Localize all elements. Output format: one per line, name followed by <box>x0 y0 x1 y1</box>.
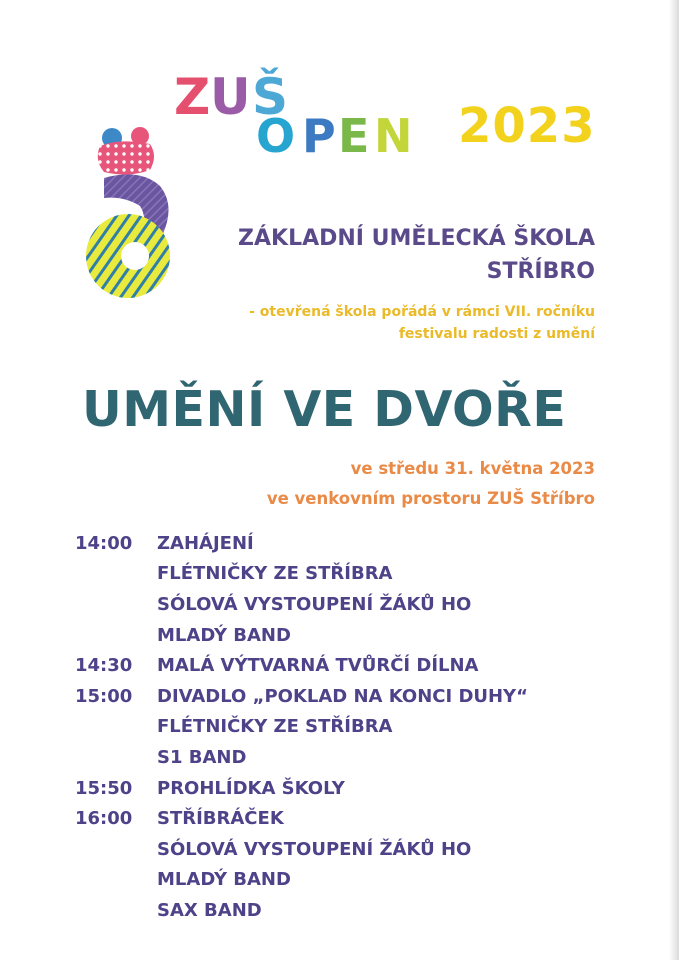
logo-letter-u: U <box>210 68 251 126</box>
school-subtitle <box>249 301 595 345</box>
school-name-line1: ZÁKLADNÍ UMĚLECKÁ ŠKOLA <box>238 226 595 251</box>
event-title: UMĚNÍ VE DVOŘE <box>82 381 567 438</box>
program-item: SAX BAND <box>157 899 262 921</box>
program-row <box>75 589 528 620</box>
program-time: 14:30 <box>75 655 133 677</box>
program-row <box>75 681 528 712</box>
logo-letter-e: E <box>338 109 370 162</box>
program-item: MLADÝ BAND <box>157 869 291 891</box>
program-item: SÓLOVÁ VYSTOUPENÍ ŽÁKŮ HO <box>157 838 472 860</box>
program-row <box>75 559 528 590</box>
school-subtitle-line1: - otevřená škola pořádá v rámci VII. ročníku <box>249 304 595 320</box>
program-time: 14:00 <box>75 532 133 554</box>
program-time: 15:00 <box>75 685 133 707</box>
page-edge-shadow <box>669 0 679 960</box>
logo-year: 2023 <box>458 98 596 154</box>
program-row <box>75 895 528 926</box>
zus-open-logo <box>172 62 442 162</box>
event-place: ve venkovním prostoru ZUŠ Stříbro <box>266 489 595 508</box>
program-item: ZAHÁJENÍ <box>157 532 254 554</box>
event-when <box>267 454 595 514</box>
event-date: ve středu 31. května 2023 <box>350 459 595 478</box>
program-item: STŘÍBRÁČEK <box>157 808 284 830</box>
school-name-line2: STŘÍBRO <box>486 259 595 284</box>
program-item: S1 BAND <box>157 746 247 768</box>
logo-letter-p: P <box>302 109 336 162</box>
program-row <box>75 620 528 651</box>
logo-letter-z: Z <box>174 68 211 126</box>
program-item: SÓLOVÁ VYSTOUPENÍ ŽÁKŮ HO <box>157 593 472 615</box>
program-row <box>75 650 528 681</box>
program-item: FLÉTNIČKY ZE STŘÍBRA <box>157 716 393 738</box>
program-row <box>75 528 528 559</box>
logo-letter-n: N <box>374 109 413 162</box>
program-list <box>75 528 528 926</box>
program-item: PROHLÍDKA ŠKOLY <box>157 777 345 799</box>
program-item: FLÉTNIČKY ZE STŘÍBRA <box>157 563 393 585</box>
mascot-graphic <box>80 126 180 301</box>
program-row <box>75 773 528 804</box>
logo-letter-o: O <box>256 109 296 162</box>
program-time: 15:50 <box>75 777 133 799</box>
program-row <box>75 712 528 743</box>
logo-letter-s-caron: Š <box>252 68 289 126</box>
program-row <box>75 834 528 865</box>
school-subtitle-line2: festivalu radosti z umění <box>398 326 595 342</box>
program-time: 16:00 <box>75 808 133 830</box>
program-row <box>75 742 528 773</box>
program-row <box>75 803 528 834</box>
program-item: MALÁ VÝTVARNÁ TVŮRČÍ DÍLNA <box>157 655 479 677</box>
program-item: MLADÝ BAND <box>157 624 291 646</box>
program-row <box>75 865 528 896</box>
program-item: DIVADLO „POKLAD NA KONCI DUHY“ <box>157 685 528 707</box>
school-name <box>238 222 595 288</box>
